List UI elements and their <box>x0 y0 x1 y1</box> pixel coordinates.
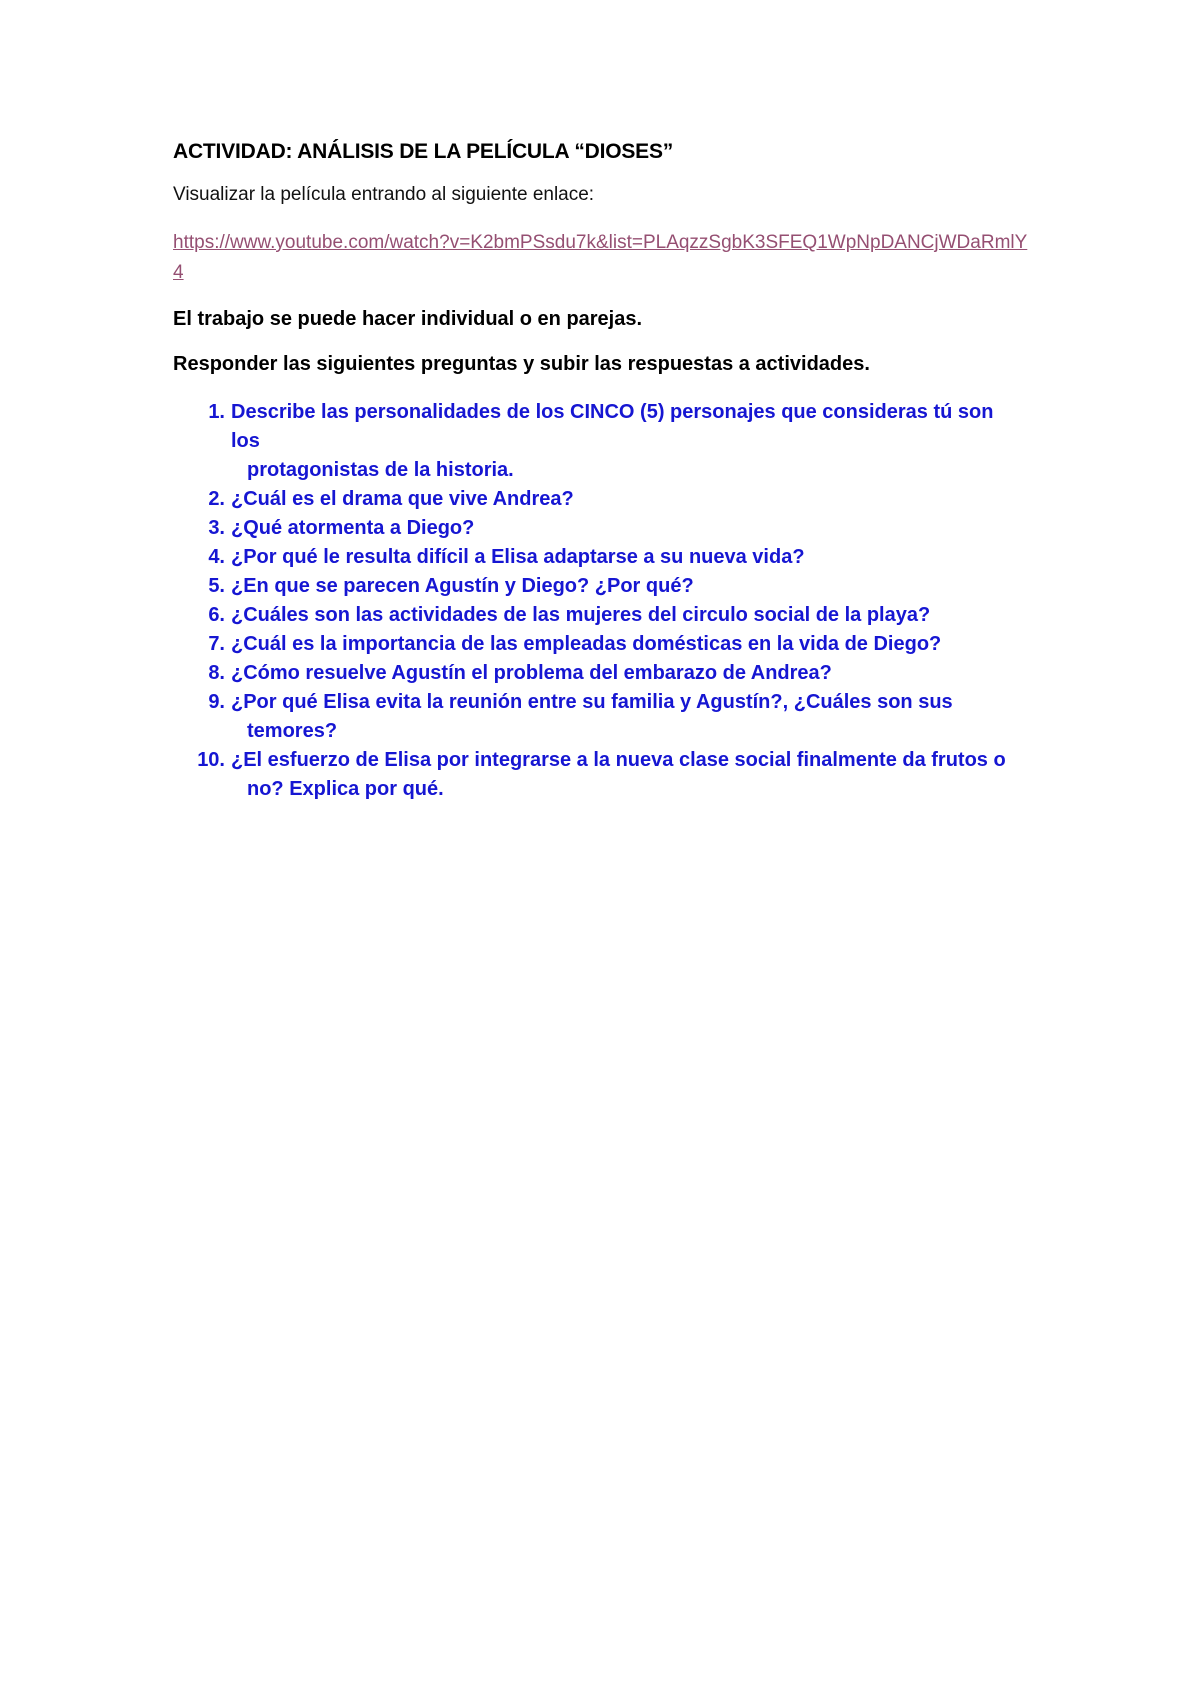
question-text: ¿Qué atormenta a Diego? <box>231 517 475 539</box>
question-number: 4. <box>208 546 225 568</box>
question-item <box>173 543 1053 572</box>
question-text: ¿Por qué le resulta difícil a Elisa adaptarse a su nueva vida? <box>231 546 805 568</box>
question-line-continued: protagonistas de la historia. <box>247 459 514 481</box>
question-text: ¿Cuál es la importancia de las empleadas domésticas en la vida de Diego? <box>231 633 942 655</box>
question-line-continued: no? Explica por qué. <box>247 778 444 800</box>
question-item <box>173 485 1053 514</box>
question-line: Describe las personalidades de los CINCO (5) personajes que consideras tú son los <box>231 401 994 452</box>
question-number: 7. <box>208 633 225 655</box>
question-line: ¿El esfuerzo de Elisa por integrarse a la nueva clase social finalmente da frutos o <box>231 749 1006 771</box>
instruction-paragraph-1: El trabajo se puede hacer individual o en parejas. <box>173 308 643 330</box>
question-item <box>173 514 1053 543</box>
question-text: ¿Cuáles son las actividades de las mujeres del circulo social de la playa? <box>231 604 931 626</box>
question-line-continued: temores? <box>247 720 338 742</box>
question-number: 5. <box>208 575 225 597</box>
question-text <box>231 746 1021 804</box>
youtube-link[interactable]: https://www.youtube.com/watch?v=K2bmPSsdu7k&list=PLAqzzSgbK3SFEQ1WpNpDANCjWDaRmlY4 <box>173 232 1028 283</box>
question-item <box>173 601 1053 630</box>
question-text <box>231 398 1021 485</box>
questions-list <box>173 398 1053 804</box>
question-line: ¿Por qué Elisa evita la reunión entre su familia y Agustín?, ¿Cuáles son sus <box>231 691 953 713</box>
question-number: 2. <box>208 488 225 510</box>
question-text: ¿Cómo resuelve Agustín el problema del embarazo de Andrea? <box>231 662 832 684</box>
question-item <box>173 398 1053 485</box>
question-text: ¿Cuál es el drama que vive Andrea? <box>231 488 574 510</box>
question-number: 10. <box>197 749 225 771</box>
question-text: ¿En que se parecen Agustín y Diego? ¿Por qué? <box>231 575 694 597</box>
question-number: 8. <box>208 662 225 684</box>
question-item <box>173 659 1053 688</box>
question-text <box>231 688 1021 746</box>
question-number: 1. <box>208 401 225 423</box>
question-item <box>173 688 1053 746</box>
instruction-paragraph-2: Responder las siguientes preguntas y subir las respuestas a actividades. <box>173 353 870 375</box>
question-item <box>173 746 1053 804</box>
intro-text: Visualizar la película entrando al siguiente enlace: <box>173 184 595 205</box>
question-number: 9. <box>208 691 225 713</box>
question-item <box>173 630 1053 659</box>
question-number: 6. <box>208 604 225 626</box>
question-number: 3. <box>208 517 225 539</box>
page-title: ACTIVIDAD: ANÁLISIS DE LA PELÍCULA “DIOSES” <box>173 140 674 163</box>
document-body <box>173 140 1053 804</box>
question-item <box>173 572 1053 601</box>
